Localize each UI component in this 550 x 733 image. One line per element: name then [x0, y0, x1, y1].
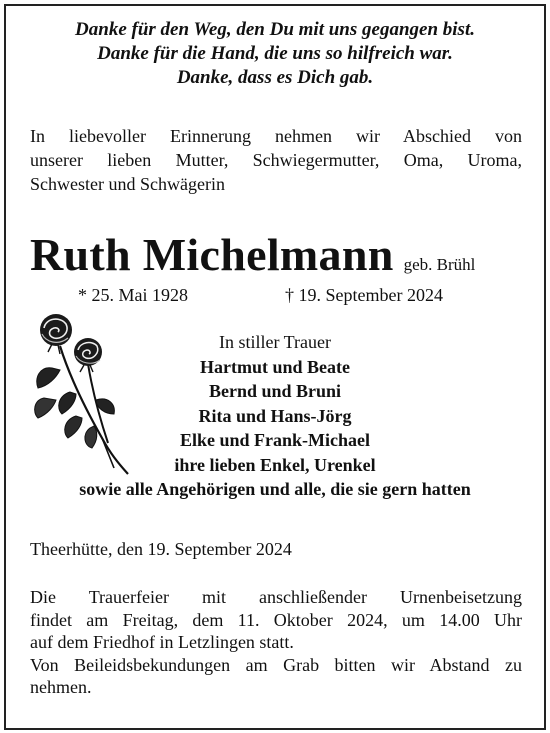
deceased-name: Ruth Michelmann [30, 229, 394, 280]
mourner-name: Bernd und Bruni [208, 381, 342, 401]
mourners-block [0, 330, 550, 502]
mourning-intro: In stiller Trauer [219, 332, 331, 352]
service-line: Die Trauerfeier mit anschließender Urnenbeisetzung [30, 587, 522, 607]
intro-line: Schwester und Schwägerin [30, 174, 225, 194]
place-date: Theerhütte, den 19. September 2024 [30, 539, 292, 559]
birth-date: * 25. Mai 1928 [78, 285, 188, 305]
mourner-name: Elke und Frank-Michael [179, 430, 371, 450]
service-line: Von Beileidsbekundungen am Grab bitten wir Abstand zu [30, 654, 522, 675]
deceased-name-row [30, 228, 530, 282]
service-info [30, 586, 522, 699]
service-line: findet am Freitag, dem 11. Oktober 2024, um 14.00 Uhr [30, 609, 522, 630]
mourner-name: sowie alle Angehörigen und alle, die sie gern hatten [79, 479, 471, 499]
mourner-name: Hartmut und Beate [200, 356, 350, 377]
mourner-name: Rita und Hans-Jörg [198, 405, 352, 426]
poem-line: Danke für den Weg, den Du mit uns gegangen bist. [75, 19, 475, 40]
intro-line: unserer lieben Mutter, Schwiegermutter, Oma, Uroma, [30, 150, 522, 170]
poem-line: Danke, dass es Dich gab. [176, 67, 374, 88]
poem-line: Danke für die Hand, die uns so hilfreich war. [97, 43, 453, 64]
mourner-name: ihre lieben Enkel, Urenkel [174, 454, 376, 475]
poem [0, 18, 550, 90]
intro-text [30, 124, 522, 196]
service-line: auf dem Friedhof in Letzlingen statt. [30, 632, 294, 652]
death-date: † 19. September 2024 [285, 285, 443, 305]
maiden-name: geb. Brühl [403, 255, 476, 274]
service-line: nehmen. [30, 677, 92, 697]
intro-line: In liebevoller Erinnerung nehmen wir Abschied von [30, 126, 522, 146]
